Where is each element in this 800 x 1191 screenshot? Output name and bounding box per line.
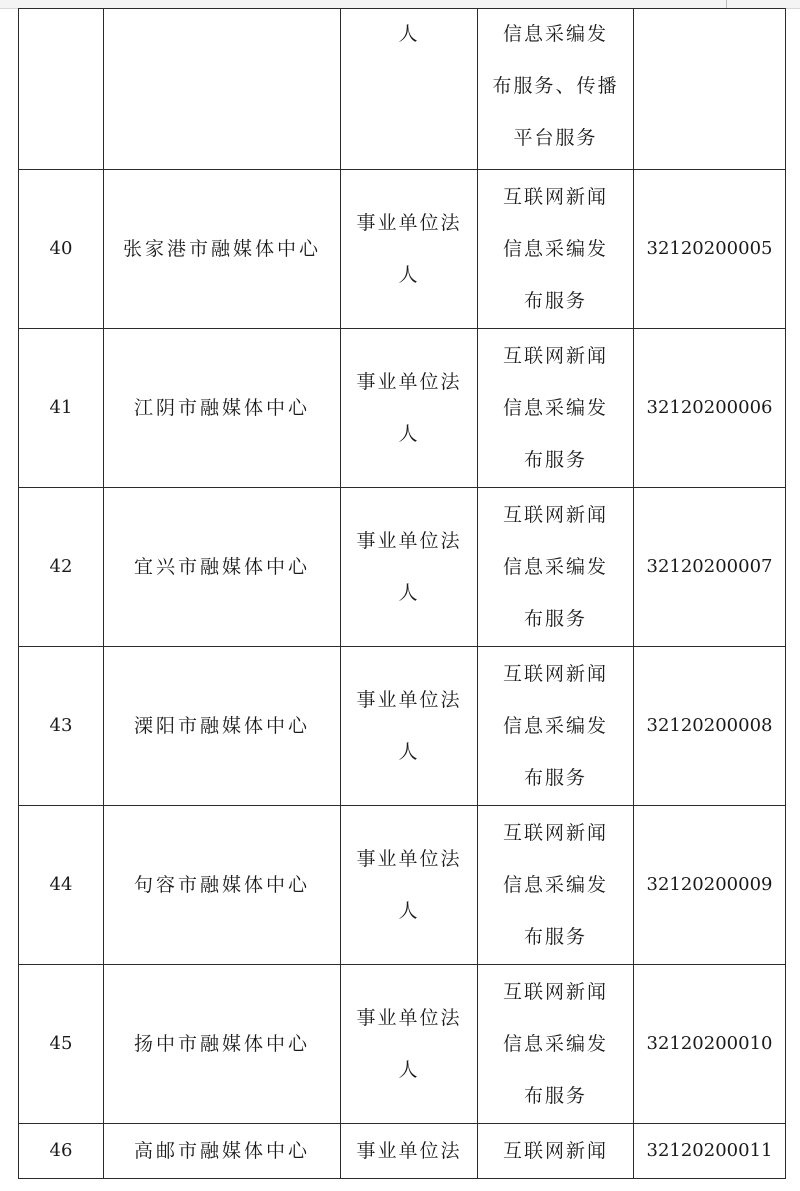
service-line: 信息采编发 xyxy=(502,397,608,419)
cell-unit-type xyxy=(341,329,478,488)
service-line: 布服务 xyxy=(523,290,587,312)
unit-type-line: 事业单位法 xyxy=(356,848,462,870)
service-line: 信息采编发 xyxy=(502,874,608,896)
unit-type-line: 人 xyxy=(398,1059,420,1081)
cell-unit-type xyxy=(341,170,478,329)
table-row xyxy=(19,488,786,647)
cell-number xyxy=(19,9,104,170)
cell-service-scope xyxy=(478,170,634,329)
cell-unit-name: 江阴市融媒体中心 xyxy=(104,329,341,488)
cell-unit-type xyxy=(341,488,478,647)
cell-service-scope xyxy=(478,647,634,806)
cell-license-code xyxy=(634,9,786,170)
cell-unit-type xyxy=(341,647,478,806)
table-row xyxy=(19,170,786,329)
unit-type-line: 事业单位法 xyxy=(356,212,462,234)
table-row xyxy=(19,1124,786,1179)
unit-type-line: 人 xyxy=(398,264,420,286)
table-row xyxy=(19,806,786,965)
service-line: 布服务 xyxy=(523,608,587,630)
cell-license-code: 32120200011 xyxy=(634,1124,786,1179)
cell-unit-name: 张家港市融媒体中心 xyxy=(104,170,341,329)
cell-service-scope xyxy=(478,965,634,1124)
service-line: 信息采编发 xyxy=(502,715,608,737)
cell-unit-type xyxy=(341,965,478,1124)
cell-service-scope xyxy=(478,1124,634,1179)
cell-service-scope xyxy=(478,329,634,488)
table-row-continuation xyxy=(19,9,786,170)
cell-number: 45 xyxy=(19,965,104,1124)
service-line: 互联网新闻 xyxy=(502,504,608,526)
unit-type-line: 事业单位法 xyxy=(356,689,462,711)
unit-type-line: 事业单位法 xyxy=(356,1140,462,1162)
cell-number: 46 xyxy=(19,1124,104,1179)
cell-number: 44 xyxy=(19,806,104,965)
cell-unit-name: 溧阳市融媒体中心 xyxy=(104,647,341,806)
service-line: 互联网新闻 xyxy=(502,981,608,1003)
service-line: 布服务 xyxy=(523,926,587,948)
unit-type-line: 事业单位法 xyxy=(356,1007,462,1029)
cell-license-code: 32120200007 xyxy=(634,488,786,647)
page-corner-mark xyxy=(726,0,727,8)
cell-license-code: 32120200009 xyxy=(634,806,786,965)
service-line: 布服务 xyxy=(523,449,587,471)
service-line: 布服务 xyxy=(523,767,587,789)
cell-unit-name: 高邮市融媒体中心 xyxy=(104,1124,341,1179)
cell-service-scope xyxy=(478,488,634,647)
table-row xyxy=(19,647,786,806)
cell-unit-name xyxy=(104,9,341,170)
service-line: 互联网新闻 xyxy=(502,663,608,685)
cell-license-code: 32120200005 xyxy=(634,170,786,329)
cell-number: 42 xyxy=(19,488,104,647)
service-line: 布服务 xyxy=(523,1085,587,1107)
service-line: 信息采编发 xyxy=(502,238,608,260)
cell-number: 43 xyxy=(19,647,104,806)
registration-table xyxy=(18,8,786,1179)
service-line: 互联网新闻 xyxy=(502,822,608,844)
table-row xyxy=(19,329,786,488)
cell-license-code: 32120200010 xyxy=(634,965,786,1124)
unit-type-line: 事业单位法 xyxy=(356,371,462,393)
service-line: 互联网新闻 xyxy=(502,186,608,208)
service-line: 信息采编发 xyxy=(502,1033,608,1055)
cell-service-scope xyxy=(478,9,634,170)
service-line: 平台服务 xyxy=(513,127,598,149)
cell-license-code: 32120200008 xyxy=(634,647,786,806)
unit-type-line: 人 xyxy=(398,900,420,922)
cell-number: 41 xyxy=(19,329,104,488)
unit-type-line: 人 xyxy=(398,423,420,445)
unit-type-line: 人 xyxy=(398,741,420,763)
service-line: 互联网新闻 xyxy=(502,1140,608,1162)
cell-number: 40 xyxy=(19,170,104,329)
service-line: 信息采编发 xyxy=(502,556,608,578)
unit-type-line: 人 xyxy=(398,582,420,604)
unit-type-line: 人 xyxy=(398,23,420,45)
unit-type-line: 事业单位法 xyxy=(356,530,462,552)
cell-unit-name: 宜兴市融媒体中心 xyxy=(104,488,341,647)
table-row xyxy=(19,965,786,1124)
cell-service-scope xyxy=(478,806,634,965)
cell-unit-type xyxy=(341,9,478,170)
cell-license-code: 32120200006 xyxy=(634,329,786,488)
cell-unit-type xyxy=(341,1124,478,1179)
cell-unit-type xyxy=(341,806,478,965)
cell-unit-name: 扬中市融媒体中心 xyxy=(104,965,341,1124)
service-line: 互联网新闻 xyxy=(502,345,608,367)
cell-unit-name: 句容市融媒体中心 xyxy=(104,806,341,965)
service-line: 信息采编发 xyxy=(502,23,608,45)
service-line: 布服务、传播 xyxy=(492,75,619,97)
